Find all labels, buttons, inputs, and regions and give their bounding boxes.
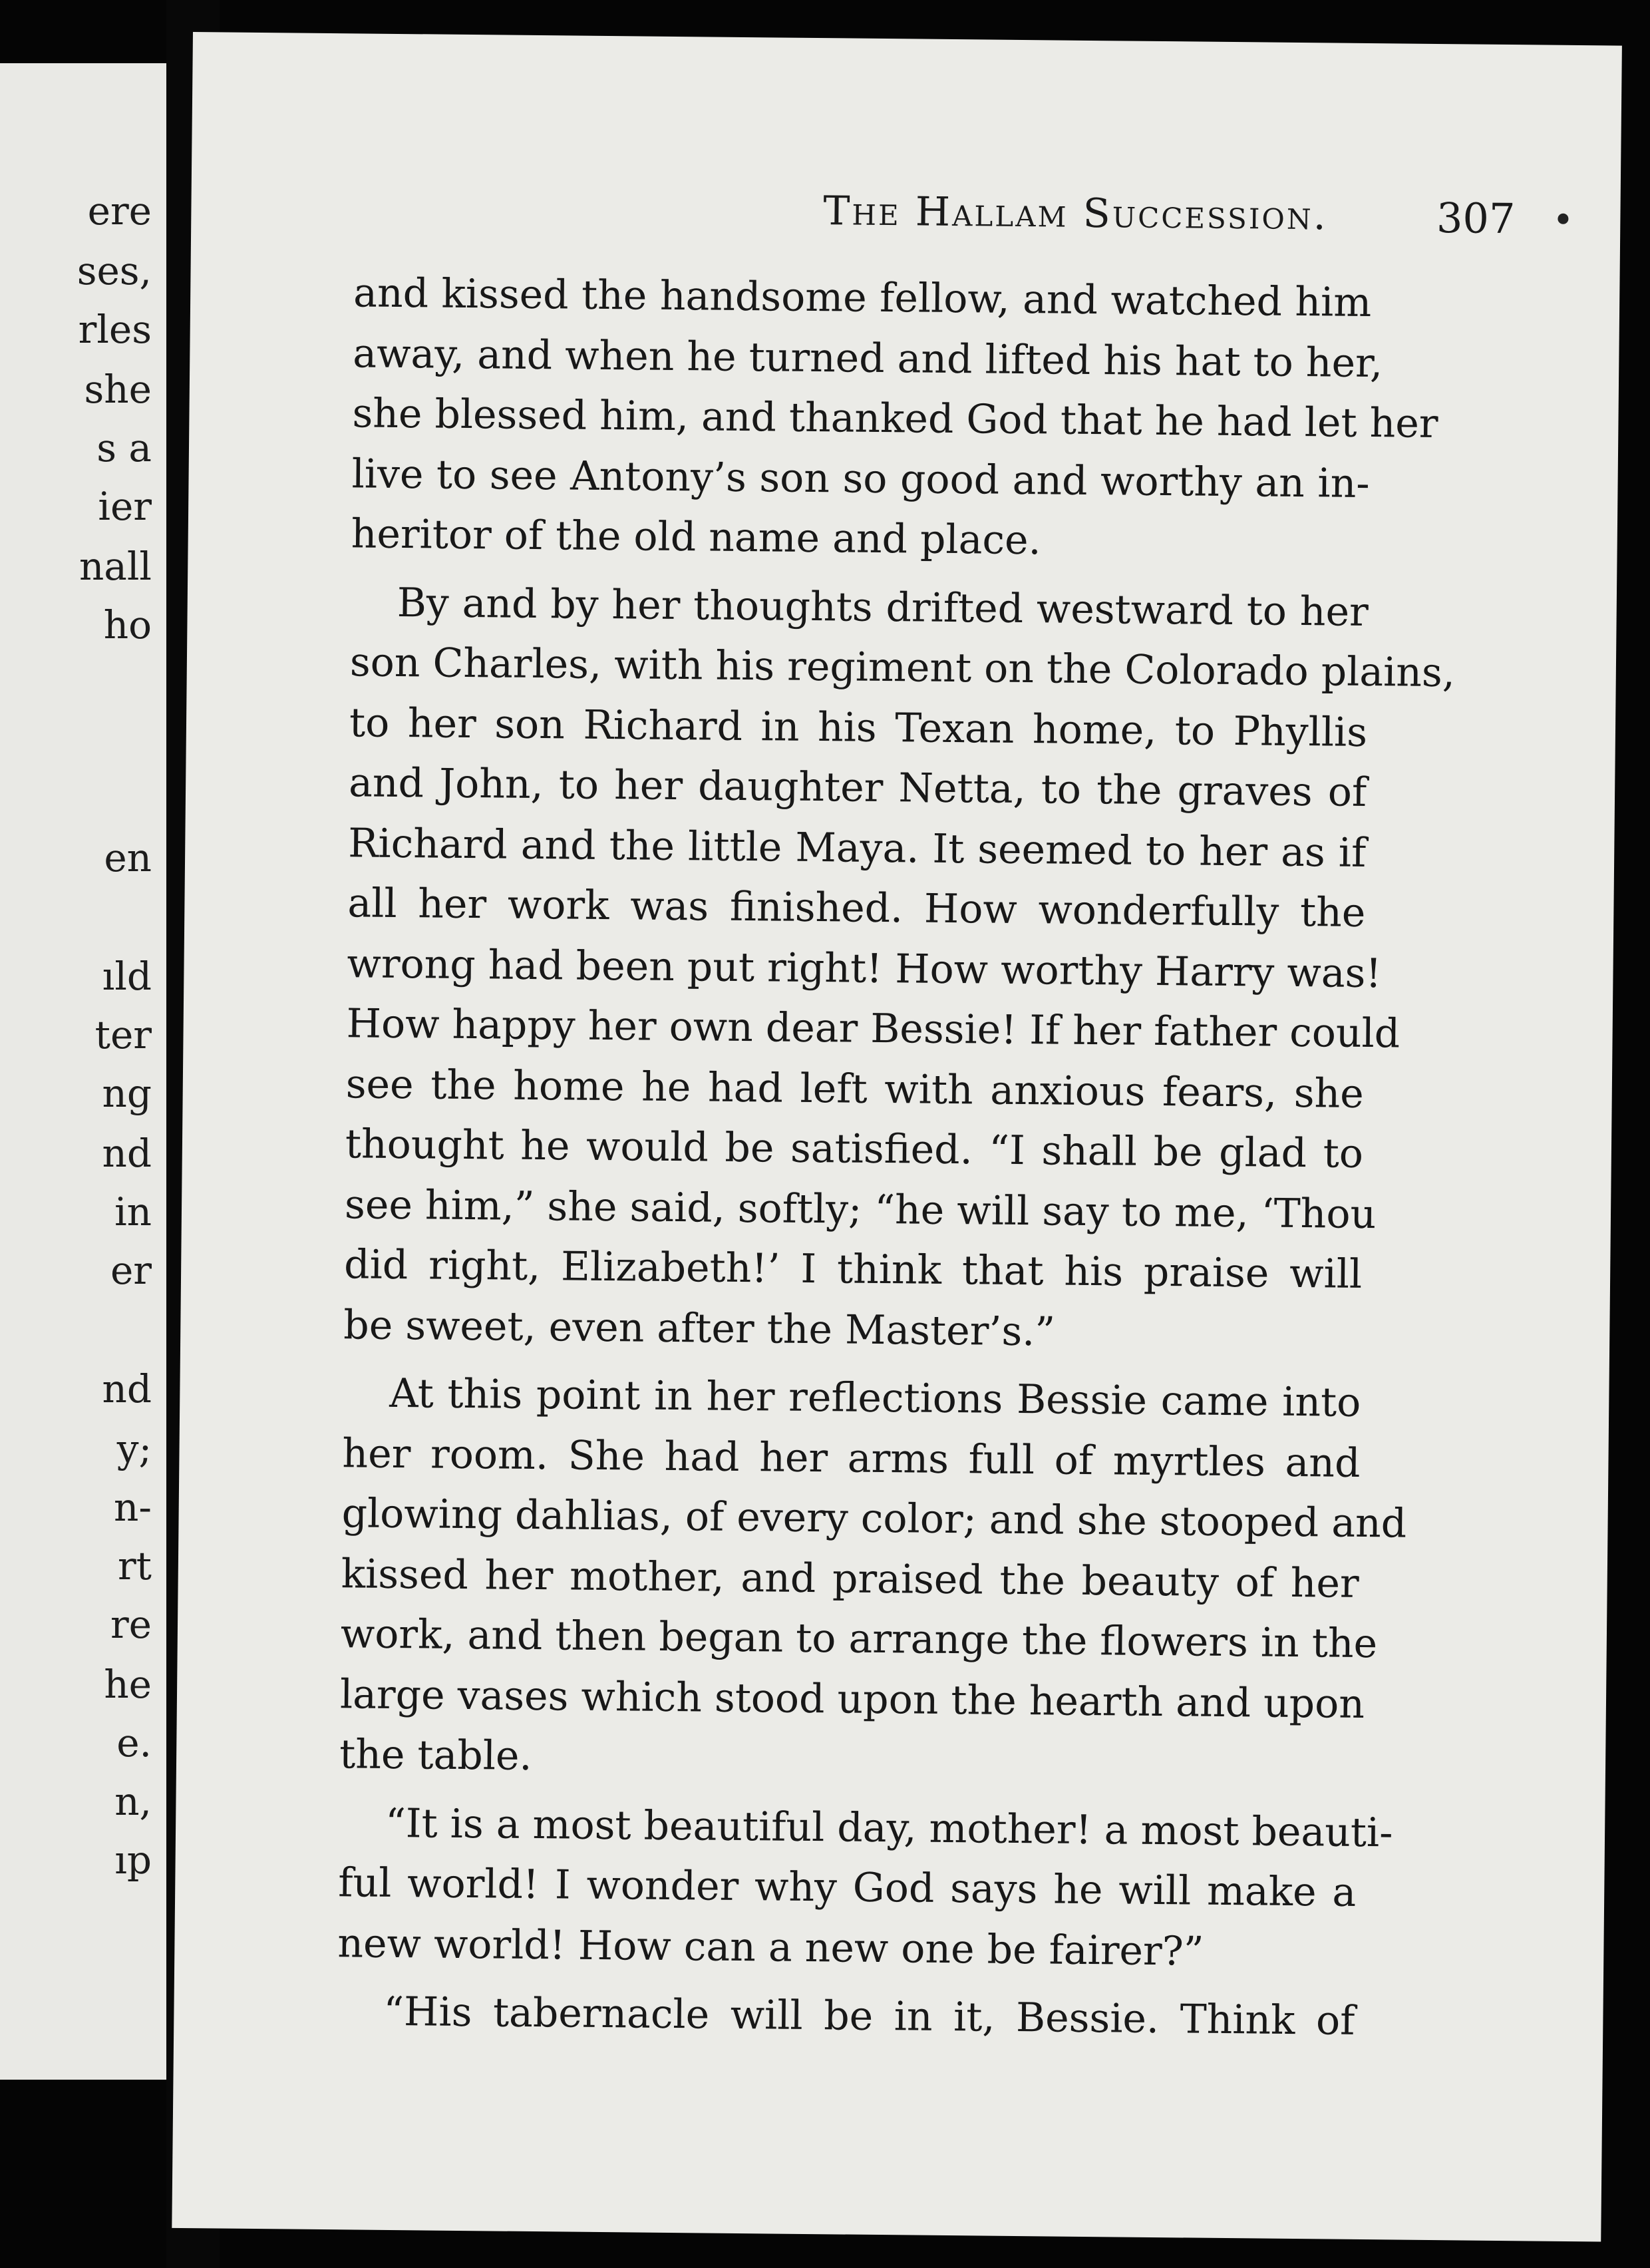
text-line: “His tabernacle will be in it, Bessie. Think of — [383, 1988, 1355, 2044]
text-line: all her work was finished. How wonderfully the — [347, 880, 1366, 936]
facing-page-text-fragment: she — [84, 367, 152, 412]
facing-page-text-fragment: nd — [102, 1131, 152, 1176]
page-number: 307 — [1436, 193, 1516, 244]
facing-page-text-fragment: ıp — [114, 1837, 152, 1883]
book-page — [172, 32, 1622, 2241]
facing-page-text-fragment: nd — [102, 1366, 152, 1412]
facing-page-text-fragment: re — [110, 1602, 152, 1647]
facing-page-text-fragment: ter — [94, 1012, 152, 1057]
body-text — [337, 263, 1456, 2051]
facing-page-fragment — [0, 63, 166, 2080]
page-header — [630, 186, 1589, 262]
text-line: see the home he had left with anxious fears, she — [345, 1060, 1365, 1117]
paragraph — [351, 263, 1438, 574]
facing-page-text-fragment: ho — [103, 602, 152, 648]
text-line: glowing dahlias, of every color; and she stooped and — [341, 1490, 1407, 1547]
text-line: Richard and the little Maya. It seemed to her as if — [347, 819, 1367, 876]
facing-page-text-fragment: n- — [114, 1485, 152, 1530]
text-line: “It is a most beautiful day, mother! a most beauti- — [385, 1799, 1393, 1856]
facing-page-text-fragment: er — [110, 1248, 152, 1293]
facing-page-text-fragment: n, — [114, 1779, 152, 1824]
text-line: and kissed the handsome fellow, and watched him — [353, 270, 1372, 327]
text-line: work, and then began to arrange the flowers in the — [340, 1610, 1378, 1668]
text-line: and John, to her daughter Netta, to the graves of — [348, 759, 1367, 816]
text-line: did right, Elizabeth!’ I think that his praise will — [343, 1241, 1363, 1298]
facing-page-text-fragment: y; — [116, 1426, 152, 1471]
text-line: she blessed him, and thanked God that he had let her — [352, 390, 1438, 447]
text-line: At this point in her reflections Bessie came into — [389, 1370, 1361, 1426]
text-line: heritor of the old name and place. — [351, 510, 1041, 564]
paragraph — [337, 1981, 1355, 2051]
facing-page-text-fragment: nall — [79, 544, 152, 589]
paragraph — [339, 1363, 1407, 1794]
facing-page-text-fragment: rt — [117, 1543, 152, 1589]
facing-page-text-fragment: ıld — [102, 954, 152, 999]
facing-page-text-fragment: ses, — [77, 248, 152, 293]
facing-page-text-fragment: ng — [102, 1071, 152, 1116]
facing-page-text-fragment: s a — [96, 425, 152, 471]
facing-page-text-fragment: ere — [87, 188, 152, 234]
facing-page-text-fragment: he — [104, 1662, 152, 1707]
text-line: to her son Richard in his Texan home, to Phyllis — [349, 699, 1368, 756]
text-line: the table. — [339, 1731, 532, 1780]
text-line: ful world! I wonder why God says he will make a — [337, 1859, 1357, 1916]
text-line: wrong had been put right! How worthy Harry was! — [347, 940, 1382, 997]
text-line: kissed her mother, and praised the beauty of her — [341, 1550, 1360, 1607]
running-head: The Hallam Succession. — [823, 188, 1329, 240]
text-line: her room. She had her arms full of myrtles and — [342, 1429, 1361, 1487]
text-line: new world! How can a new one be fairer?” — [337, 1919, 1204, 1975]
text-line: How happy her own dear Bessie! If her father could — [346, 1000, 1401, 1057]
text-line: thought he would be satisfied. “I shall be glad to — [345, 1121, 1364, 1177]
facing-page-text-fragment: in — [114, 1189, 152, 1234]
text-line: be sweet, even after the Master’s.” — [343, 1301, 1056, 1356]
facing-page-text-fragment: en — [104, 835, 152, 880]
facing-page-text-fragment: rles — [78, 307, 152, 352]
text-line: By and by her thoughts drifted westward to her — [397, 579, 1369, 636]
text-line: away, and when he turned and lifted his hat to her, — [353, 329, 1383, 387]
text-line: live to see Antony’s son so good and worthy an in- — [351, 450, 1370, 507]
facing-page-text-fragment: ier — [98, 484, 152, 529]
text-line: see him,” she said, softly; “he will say to me, ‘Thou — [344, 1181, 1377, 1238]
facing-page-text-fragment: e. — [116, 1720, 152, 1766]
ink-dot-mark — [1558, 214, 1568, 224]
text-line: son Charles, with his regiment on the Colorado plains, — [349, 639, 1456, 697]
text-line: large vases which stood upon the hearth and upon — [339, 1670, 1365, 1728]
paragraph — [337, 1793, 1393, 1983]
paragraph — [343, 572, 1456, 1365]
